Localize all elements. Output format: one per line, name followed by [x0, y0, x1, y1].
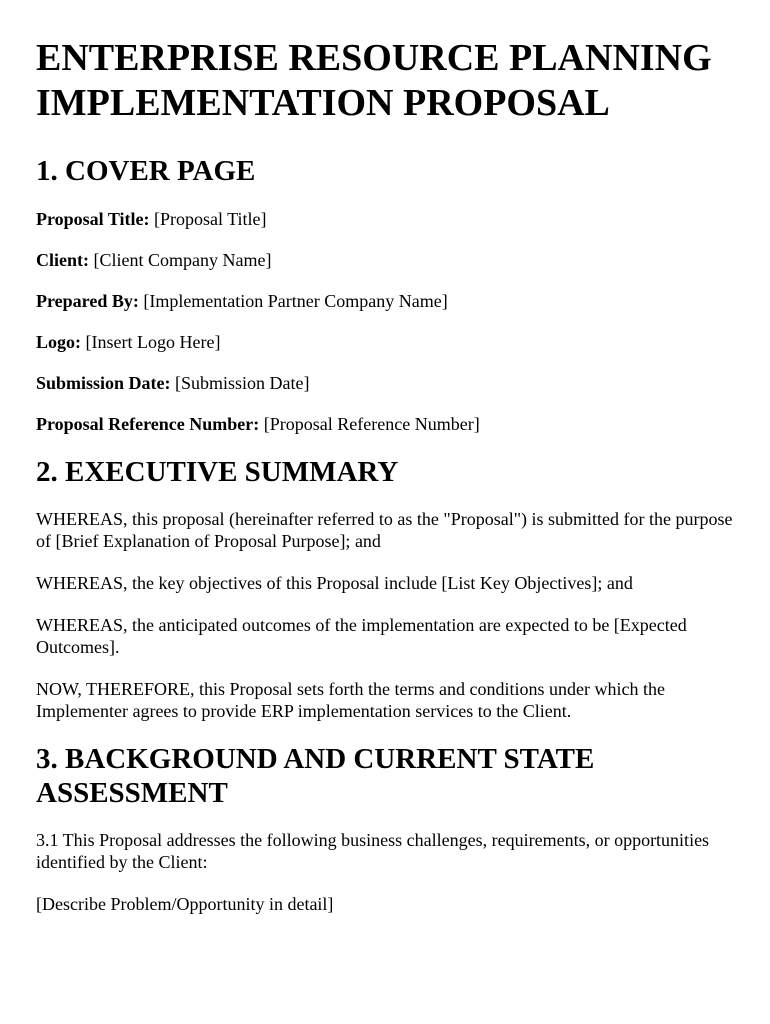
field-prepared-by	[36, 290, 734, 312]
field-value: [Proposal Title]	[154, 209, 267, 229]
paragraph-whereas-objectives: WHEREAS, the key objectives of this Proposal include [List Key Objectives]; and	[36, 573, 633, 593]
field-submission-date	[36, 372, 734, 394]
field-value: [Submission Date]	[175, 373, 310, 393]
field-label: Logo:	[36, 332, 81, 352]
section-heading-executive-summary: 2. EXECUTIVE SUMMARY	[36, 456, 399, 488]
field-label: Proposal Title:	[36, 209, 150, 229]
field-proposal-reference-number	[36, 413, 734, 435]
paragraph-3-1: 3.1 This Proposal addresses the following business challenges, requirements, or opportunities identified by the Client:	[36, 830, 710, 872]
paragraph-whereas-outcomes: WHEREAS, the anticipated outcomes of the implementation are expected to be [Expected Outcomes].	[36, 615, 687, 657]
field-logo	[36, 331, 734, 353]
field-client	[36, 249, 734, 271]
field-proposal-title	[36, 208, 734, 230]
field-value: [Implementation Partner Company Name]	[143, 291, 448, 311]
field-value: [Client Company Name]	[93, 250, 272, 270]
field-label: Client:	[36, 250, 89, 270]
field-label: Prepared By:	[36, 291, 139, 311]
field-value: [Proposal Reference Number]	[263, 414, 480, 434]
field-label: Submission Date:	[36, 373, 171, 393]
field-value: [Insert Logo Here]	[85, 332, 221, 352]
paragraph-whereas-purpose: WHEREAS, this proposal (hereinafter referred to as the "Proposal") is submitted for the purpose of [Brief Explanation of Proposal Purpose]; and	[36, 509, 733, 551]
paragraph-now-therefore: NOW, THEREFORE, this Proposal sets forth the terms and conditions under which the Implementer agrees to provide ERP implementation services to the Client.	[36, 679, 665, 721]
section-heading-background: 3. BACKGROUND AND CURRENT STATE ASSESSMENT	[36, 743, 595, 809]
field-label: Proposal Reference Number:	[36, 414, 260, 434]
document-title: ENTERPRISE RESOURCE PLANNING IMPLEMENTATION PROPOSAL	[36, 37, 712, 124]
paragraph-describe-problem: [Describe Problem/Opportunity in detail]	[36, 894, 334, 914]
section-heading-cover-page: 1. COVER PAGE	[36, 155, 256, 187]
